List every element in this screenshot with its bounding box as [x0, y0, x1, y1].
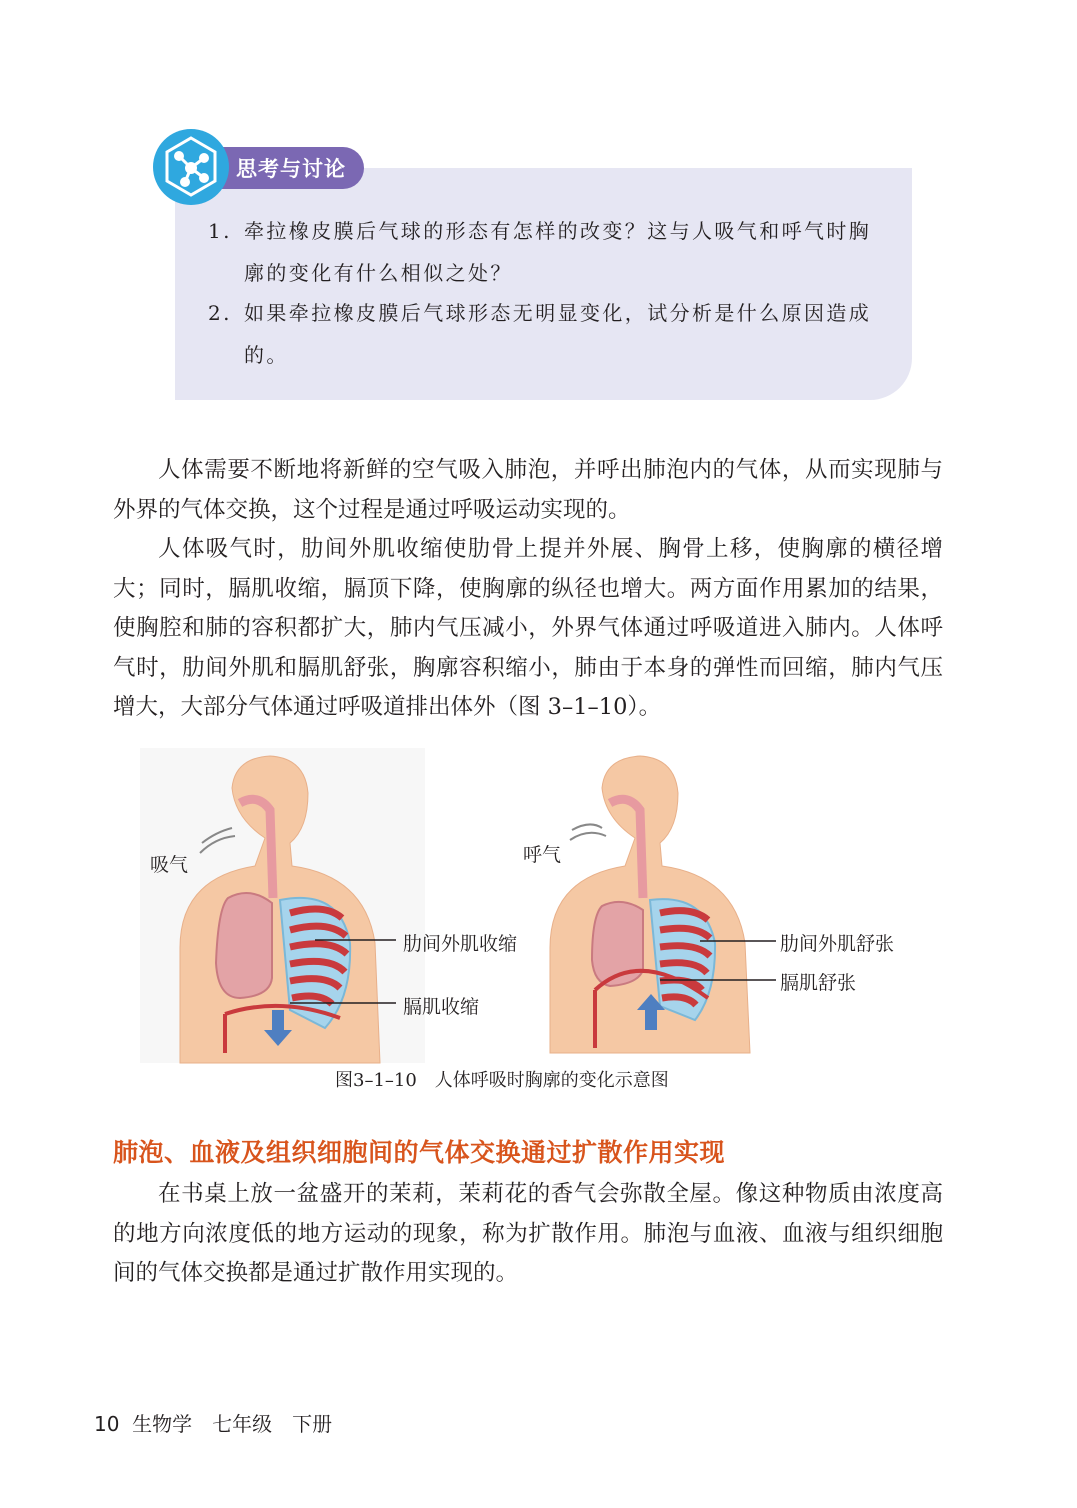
page-footer	[94, 1408, 332, 1437]
book-title: 生物学 七年级 下册	[132, 1412, 333, 1436]
discussion-question-2	[208, 292, 888, 376]
question-text: 如果牵拉橡皮膜后气球形态无明显变化，试分析是什么原因造成的。	[244, 301, 872, 367]
breathing-figure	[140, 748, 920, 1068]
discussion-question-1	[208, 210, 888, 294]
figure-caption: 图3–1–10 人体呼吸时胸廓的变化示意图	[335, 1070, 669, 1091]
body-text-breathing	[113, 451, 943, 728]
diaphragm-relax-label: 膈肌舒张	[780, 972, 857, 994]
question-number: 2.	[208, 301, 232, 325]
intercostal-relax-label: 肋间外肌舒张	[780, 933, 895, 955]
section-body	[113, 1175, 943, 1294]
molecule-icon	[152, 128, 230, 206]
discussion-title: 思考与讨论	[236, 157, 346, 181]
paragraph-1: 人体需要不断地将新鲜的空气吸入肺泡，并呼出肺泡内的气体，从而实现肺与外界的气体交换，这个过程是通过呼吸运动实现的。	[113, 457, 943, 523]
question-text: 牵拉橡皮膜后气球的形态有怎样的改变？这与人吸气和呼气时胸廓的变化有什么相似之处？	[244, 219, 872, 285]
section-paragraph: 在书桌上放一盆盛开的茉莉，茉莉花的香气会弥散全屋。像这种物质由浓度高的地方向浓度低的地方运动的现象，称为扩散作用。肺泡与血液、血液与组织细胞间的气体交换都是通过扩散作用实现的。	[113, 1181, 943, 1286]
question-number: 1.	[208, 219, 232, 243]
intercostal-contract-label: 肋间外肌收缩	[403, 933, 518, 955]
breathing-illustration	[140, 748, 920, 1068]
section-heading: 肺泡、血液及组织细胞间的气体交换通过扩散作用实现	[113, 1138, 726, 1167]
diaphragm-contract-label: 膈肌收缩	[403, 996, 480, 1018]
exhale-label: 呼气	[523, 844, 562, 866]
paragraph-2: 人体吸气时，肋间外肌收缩使肋骨上提并外展、胸骨上移，使胸廓的横径增大；同时，膈肌收缩，膈顶下降，使胸廓的纵径也增大。两方面作用累加的结果，使胸腔和肺的容积都扩大，肺内气压减小，外界气体通过呼吸道进入肺内。人体呼气时，肋间外肌和膈肌舒张，胸廓容积缩小，肺由于本身的弹性而回缩，肺内气压增大，大部分气体通过呼吸道排出体外（图 3–1–10）。	[113, 536, 943, 720]
inhale-label: 吸气	[150, 854, 189, 876]
page-number: 10	[94, 1412, 120, 1436]
exhale-body	[550, 756, 776, 1053]
